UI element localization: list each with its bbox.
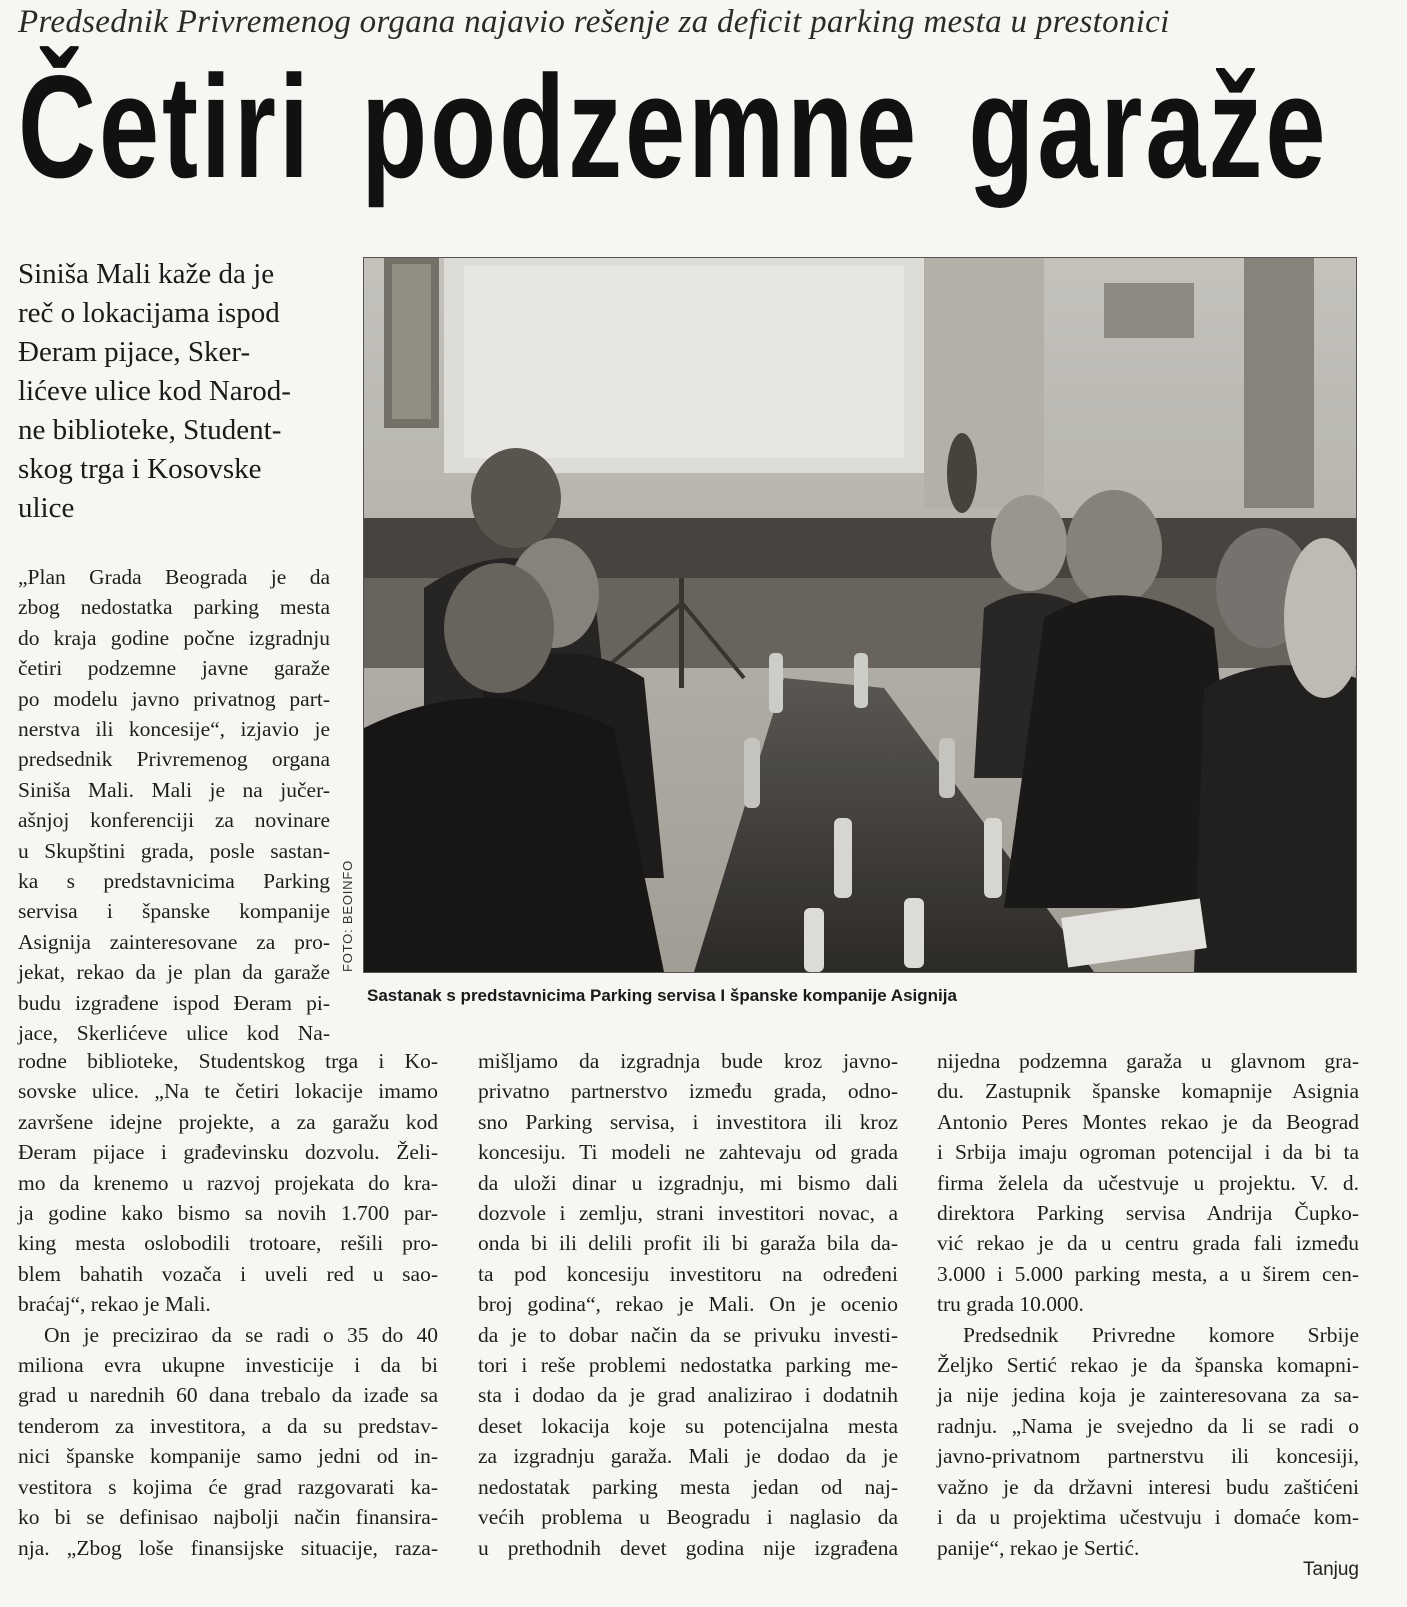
body-line: u Skupštini grada, posle sastan- (18, 838, 330, 863)
body-line: i da u projektima učestvuju i domaće kom- (937, 1505, 1359, 1530)
meeting-photo (363, 257, 1357, 973)
body-line: king mesta oslobodili trotoare, rešili pro- (18, 1231, 438, 1256)
body-line: za izgradnju garaža. Mali je dodao da je (478, 1444, 898, 1469)
body-line: nja. „Zbog loše finansijske situacije, raza- (18, 1535, 438, 1560)
body-line: braćaj“, rekao je Mali. (18, 1292, 211, 1317)
body-line: ka s predstavnicima Parking (18, 869, 330, 894)
body-line: da je to dobar način da se privuku investi- (478, 1322, 898, 1347)
body-column-2 (478, 1046, 898, 1563)
body-line: nici španske kompanije samo jedni od in- (18, 1444, 438, 1469)
body-line: mišljamo da izgradnja bude kroz javno- (478, 1049, 898, 1073)
body-line: Siniša Mali. Mali je na jučer- (18, 777, 330, 802)
body-line: Predsednik Privredne komore Srbije (963, 1322, 1359, 1347)
body-line: Željko Sertić rekao je da španska komapni- (937, 1353, 1359, 1378)
body-line: privatno partnerstvo između grada, odno- (478, 1079, 898, 1104)
body-line: panije“, rekao je Sertić. (937, 1535, 1140, 1560)
article-headline: Četiri podzemne garaže (18, 45, 1329, 208)
body-line: tori i reše problemi nedostatka parking me- (478, 1353, 898, 1378)
body-line: završene idejne projekte, a za garažu kod (18, 1109, 438, 1134)
body-line: broj godina“, rekao je Mali. On je ocenio (478, 1292, 898, 1317)
photo-credit: FOTO: BEOINFO (340, 859, 355, 972)
article-signature: Tanjug (1303, 1559, 1359, 1580)
body-line: miliona evra ukupne investicije i da bi (18, 1353, 438, 1378)
body-line: firma želela da učestvuje u projektu. V. d. (937, 1170, 1359, 1195)
body-line: Asignija zainteresovane za pro- (18, 929, 330, 954)
body-line: vić rekao je da u centru grada fali između (937, 1231, 1359, 1256)
body-line: važno je da državni interesi budu zaštićeni (937, 1474, 1359, 1499)
body-line: sovske ulice. „Na te četiri lokacije imamo (18, 1079, 438, 1104)
body-line: du. Zastupnik španske komapnije Asignia (937, 1079, 1359, 1104)
body-line: ja godine kako bismo sa novih 1.700 par- (18, 1201, 438, 1226)
body-line: koncesiju. Ti modeli ne zahtevaju od grada (478, 1140, 898, 1165)
body-line: budu izgrađene ispod Đeram pi- (18, 990, 330, 1015)
body-column-3 (937, 1046, 1359, 1563)
body-line: četiri podzemne javne garaže (18, 656, 330, 681)
article-lead (18, 255, 348, 528)
body-line: predsednik Privremenog organa (18, 747, 330, 772)
body-line: rodne biblioteke, Studentskog trga i Ko- (18, 1049, 438, 1073)
body-line: grad u narednih 60 dana trebalo da izađe sa (18, 1383, 438, 1408)
body-line: sta i dodao da je grad analizirao i dodatnih (478, 1383, 898, 1408)
body-line: i Srbija imaju ogroman potencijal i da bi ta (937, 1140, 1359, 1165)
body-column-1-bottom (18, 1046, 438, 1563)
photo-caption: Sastanak s predstavnicima Parking servisa I španske kompanije Asignija (367, 986, 957, 1005)
body-line: deset lokacija koje su potencijalna mesta (478, 1413, 898, 1438)
lead-line: Siniša Mali kaže da je (18, 258, 275, 290)
body-line: po modelu javno privatnog part- (18, 686, 330, 711)
body-line: nedostatak parking mesta jedan od naj- (478, 1474, 898, 1499)
body-line: ta pod koncesiju investitoru na određeni (478, 1261, 898, 1286)
body-line: ašnjoj konferenciji za novinare (18, 808, 330, 833)
body-line: u prethodnih devet godina nije izgrađena (478, 1535, 898, 1560)
body-line: ja nije jedina koja je zainteresovana za sa- (937, 1383, 1359, 1408)
body-line: 3.000 i 5.000 parking mesta, a u širem cen- (937, 1261, 1359, 1286)
article-kicker: Predsednik Privremenog organa najavio rešenje za deficit parking mesta u prestonici (18, 4, 1170, 40)
lead-line: reč o lokacijama ispod (18, 297, 280, 329)
body-line: mo da krenemo u razvoj projekata do kra- (18, 1170, 438, 1195)
lead-line: ulice (18, 492, 75, 524)
body-line: jace, Skerlićeve ulice kod Na- (18, 1021, 330, 1046)
body-line: jekat, rekao da je plan da garaže (18, 960, 330, 985)
body-line: tru grada 10.000. (937, 1292, 1084, 1317)
lead-line: ne biblioteke, Student- (18, 414, 282, 446)
body-line: javno-privatnom partnerstvu ili koncesiji, (937, 1444, 1359, 1469)
body-line: radnju. „Nama je svejedno da li se radi o (937, 1413, 1359, 1438)
body-line: do kraja godine počne izgradnju (18, 625, 330, 650)
body-line: Đeram pijace i građevinsku dozvolu. Želi- (18, 1140, 438, 1165)
body-column-1-top (18, 562, 330, 1049)
body-line: direktora Parking servisa Andrija Čupko- (937, 1201, 1359, 1226)
body-line: blem bahatih vozača i uveli red u sao- (18, 1261, 438, 1286)
body-line: onda bi ili delili profit ili bi garaža bila da- (478, 1231, 898, 1256)
body-line: većih problema u Beogradu i naglasio da (478, 1505, 898, 1530)
body-line: On je precizirao da se radi o 35 do 40 (44, 1322, 438, 1347)
body-line: nijedna podzemna garaža u glavnom gra- (937, 1049, 1359, 1073)
body-line: ko bi se definisao najbolji način finansira- (18, 1505, 438, 1530)
body-line: sno Parking servisa, i investitora ili kroz (478, 1109, 898, 1134)
body-line: da uloži dinar u izgradnju, mi bismo dali (478, 1170, 898, 1195)
lead-line: Đeram pijace, Sker- (18, 336, 251, 368)
body-line: nerstva ili koncesije“, izjavio je (18, 717, 330, 742)
body-line: servisa i španske kompanije (18, 899, 330, 924)
lead-line: skog trga i Kosovske (18, 453, 262, 485)
lead-line: lićeve ulice kod Narod- (18, 375, 291, 407)
body-line: Antonio Peres Montes rekao je da Beograd (937, 1109, 1359, 1134)
body-line: dozvole i zemlju, strani investitori novac, a (478, 1201, 898, 1226)
body-line: vestitora s kojima će grad razgovarati ka- (18, 1474, 438, 1499)
body-line: „Plan Grada Beograda je da (18, 565, 330, 589)
body-line: tenderom za investitora, a da su predstav- (18, 1413, 438, 1438)
body-line: zbog nedostatka parking mesta (18, 595, 330, 620)
